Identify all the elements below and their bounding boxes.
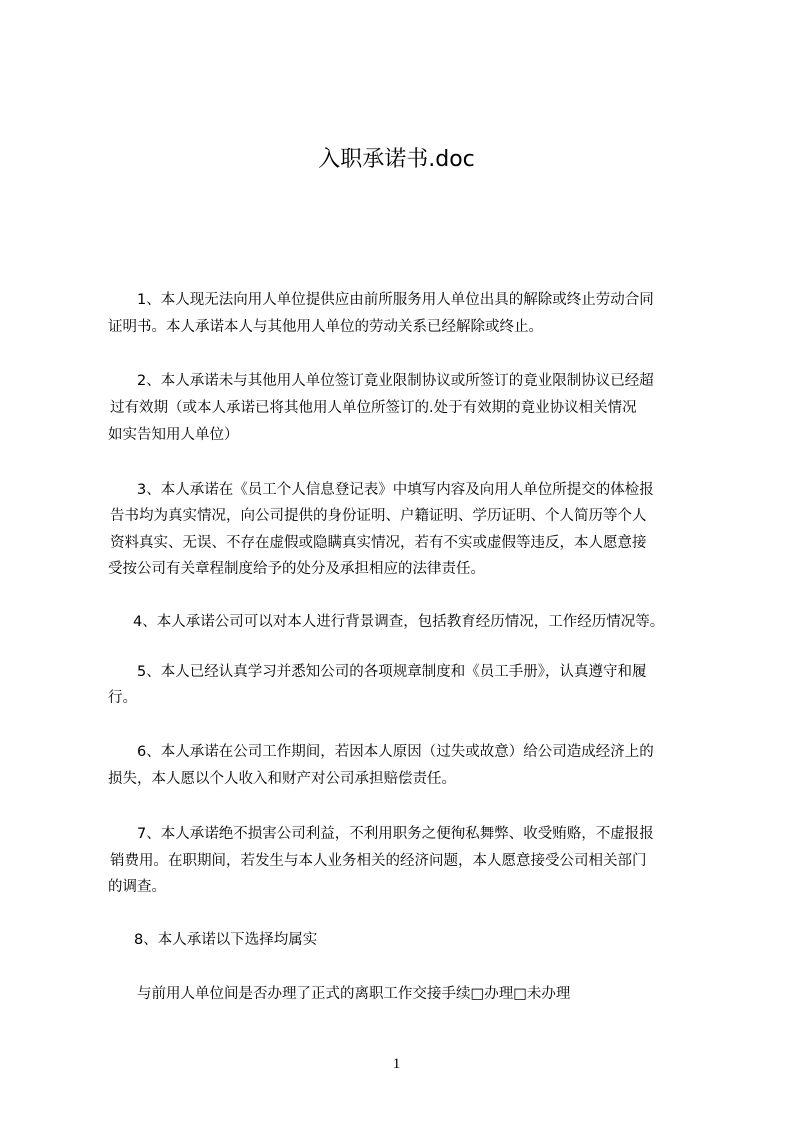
paragraph-5-line: 5、本人已经认真学习并悉知公司的各项规章制度和《员工手册》，认真遵守和履 (137, 664, 647, 680)
paragraph-3-line: 资料真实、无误、不存在虚假或隐瞒真实情况，若有不实或虚假等违反，本人愿意接 (110, 535, 647, 551)
paragraph-6-line: 6、本人承诺在公司工作期间，若因本人原因（过失或故意）给公司造成经济上的 (137, 744, 654, 760)
paragraph-9-line: 与前用人单位间是否办理了正式的离职工作交接手续□办理□未办理 (137, 986, 571, 1002)
paragraph-2-line: 如实告知用人单位） (108, 427, 239, 443)
paragraph-8-line: 8、本人承诺以下选择均属实 (134, 932, 318, 948)
paragraph-7-line: 销费用。在职期间，若发生与本人业务相关的经济问题，本人愿意接受公司相关部门 (110, 853, 647, 869)
document-title: 入职承诺书.doc (318, 147, 475, 172)
paragraph-5-line: 行。 (108, 690, 137, 706)
page-number: 1 (392, 1056, 401, 1072)
paragraph-3-line: 3、本人承诺在《员工个人信息登记表》中填写内容及向用人单位所提交的体检报 (137, 482, 654, 498)
paragraph-7-line: 7、本人承诺绝不损害公司利益，不利用职务之便徇私舞弊、收受贿赂，不虚报报 (137, 826, 654, 842)
paragraph-2-line: 2、本人承诺未与其他用人单位签订竟业限制协议或所签订的竟业限制协议已经超 (137, 373, 654, 389)
paragraph-7-line: 的调查。 (108, 879, 166, 895)
paragraph-2-line: 过有效期（或本人承诺已将其他用人单位所签订的.处于有效期的竟业协议相关情况 (110, 400, 637, 416)
paragraph-4-line: 4、本人承诺公司可以对本人进行背景调查，包括教育经历情况，工作经历情况等。 (133, 614, 665, 630)
paragraph-1-line: 证明书。本人承诺本人与其他用人单位的劳动关系已经解除或终止。 (108, 319, 543, 335)
paragraph-1-line: 1、本人现无法向用人单位提供应由前所服务用人单位出具的解除或终止劳动合同 (137, 292, 654, 308)
paragraph-3-line: 告书均为真实情况，向公司提供的身份证明、户籍证明、学历证明、个人简历等个人 (110, 508, 647, 524)
paragraph-6-line: 损失，本人愿以个人收入和财产对公司承担赔偿责任。 (108, 771, 456, 787)
paragraph-3-line: 受按公司有关章程制度给予的处分及承担相应的法律责任。 (108, 561, 485, 577)
